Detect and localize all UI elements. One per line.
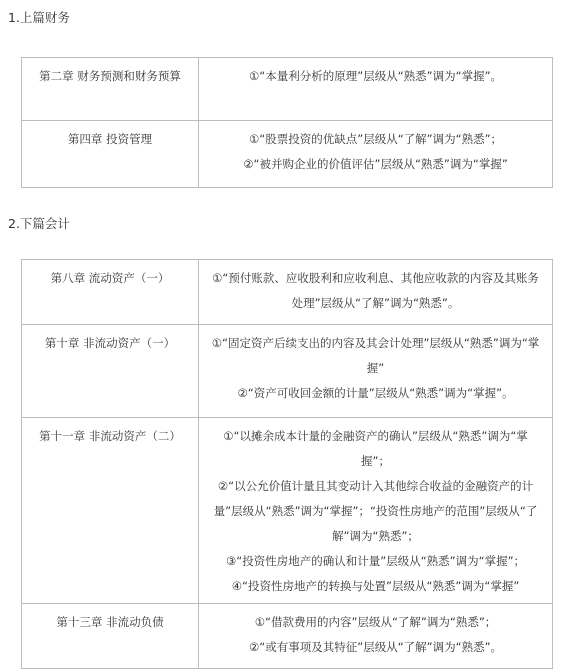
change-item: ①“借款费用的内容”层级从“了解”调为“熟悉”； [254, 615, 497, 629]
chapter-cell: 第四章 投资管理 [22, 121, 199, 188]
chapter-cell: 第十三章 非流动负债 [22, 604, 199, 669]
chapter-cell: 第十一章 非流动资产（二） [22, 418, 199, 604]
table-row [22, 325, 553, 418]
table-row [22, 58, 553, 121]
finance-changes-table [21, 57, 553, 188]
section-title-finance: 1.上篇财务 [8, 10, 70, 25]
change-item: ①“固定资产后续支出的内容及其会计处理”层级从“熟悉”调为“掌握” [211, 336, 540, 375]
changes-cell [199, 325, 553, 418]
change-item: ②“被并购企业的价值评估”层级从“熟悉”调为“掌握” [243, 157, 508, 171]
chapter-cell: 第二章 财务预测和财务预算 [22, 58, 199, 121]
table-row [22, 418, 553, 604]
change-item: ①“股票投资的优缺点”层级从“了解”调为“熟悉”； [248, 132, 503, 146]
change-item: ④“投资性房地产的转换与处置”层级从“熟悉”调为“掌握” [231, 579, 520, 593]
changes-cell [199, 418, 553, 604]
changes-cell [199, 58, 553, 121]
accounting-changes-table [21, 259, 553, 669]
changes-cell [199, 604, 553, 669]
table-row [22, 260, 553, 325]
change-item: ①“预付账款、应收股利和应收利息、其他应收款的内容及其账务处理”层级从“了解”调为“熟悉”。 [212, 271, 539, 310]
changes-cell [199, 121, 553, 188]
chapter-cell: 第十章 非流动资产（一） [22, 325, 199, 418]
change-item: ③“投资性房地产的确认和计量”层级从“熟悉”调为“掌握”； [225, 554, 526, 568]
changes-cell [199, 260, 553, 325]
chapter-cell: 第八章 流动资产（一） [22, 260, 199, 325]
change-item: ①“以摊余成本计量的金融资产的确认”层级从“熟悉”调为“掌握”； [223, 429, 528, 468]
change-item: ①“本量利分析的原理”层级从“熟悉”调为“掌握”。 [248, 69, 503, 83]
change-item: ②“或有事项及其特征”层级从“了解”调为“熟悉”。 [248, 640, 503, 654]
change-item: ②“资产可收回金额的计量”层级从“熟悉”调为“掌握”。 [237, 386, 514, 400]
section-title-accounting: 2.下篇会计 [8, 216, 70, 231]
change-item: ②“以公允价值计量且其变动计入其他综合收益的金融资产的计量”层级从“熟悉”调为“掌握”；“投资性房地产的范围”层级从“了解”调为“熟悉”； [213, 479, 538, 543]
table-row [22, 604, 553, 669]
table-row [22, 121, 553, 188]
